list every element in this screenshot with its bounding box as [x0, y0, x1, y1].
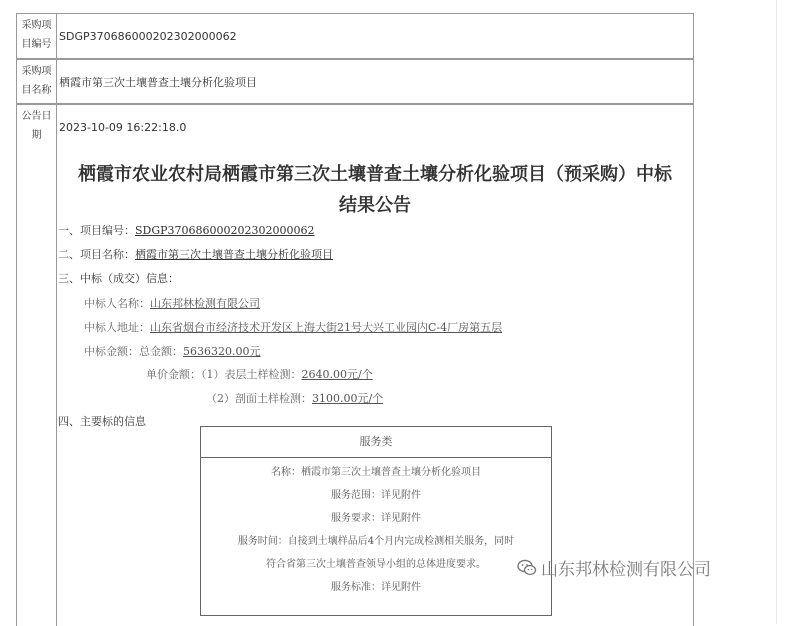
winner-address-row — [84, 319, 502, 335]
service-table-header: 服务类 — [201, 427, 551, 458]
service-name: 名称：栖霞市第三次土壤普查土壤分析化验项目 — [271, 467, 481, 478]
section-project-name-label: 二、项目名称： — [58, 248, 135, 261]
project-no-label: 采购项目编号 — [16, 13, 56, 59]
section-project-no-value: SDGP370686000202302000062 — [135, 224, 315, 237]
section-project-name-value: 栖霞市第三次土壤普查土壤分析化验项目 — [135, 248, 333, 261]
service-table — [200, 426, 552, 616]
unit-price-2-value: 3100.00元/个 — [312, 392, 384, 405]
left-border — [16, 148, 17, 626]
service-scope: 服务范围：详见附件 — [331, 490, 421, 501]
announcement-frame — [16, 13, 694, 624]
winner-address-value: 山东省烟台市经济技术开发区上海大街21号大兴工业园内C-4厂房第五层 — [150, 321, 503, 334]
unit-price-2-label: （2）剖面土样检测： — [206, 392, 312, 405]
section-project-name — [58, 246, 333, 262]
wechat-icon — [517, 559, 537, 577]
service-requirement: 服务要求：详见附件 — [331, 513, 421, 524]
service-time-line-2: 符合省第三次土壤普查领导小组的总体进度要求。 — [266, 559, 486, 570]
winner-name-value: 山东邦林检测有限公司 — [150, 297, 260, 310]
winning-amount-label: 中标金额：总金额： — [84, 345, 183, 358]
section-main-subject: 四、主要标的信息 — [58, 415, 146, 428]
unit-price-row-1 — [146, 366, 373, 382]
watermark — [517, 555, 711, 580]
service-time-line-1: 服务时间：自接到土壤样品后4个月内完成检测相关服务，同时 — [237, 536, 515, 547]
section-winner-heading: 三、中标（成交）信息： — [58, 272, 179, 285]
right-divider — [776, 0, 777, 624]
project-name-label: 采购项目名称 — [16, 59, 56, 104]
service-standard: 服务标准：详见附件 — [331, 582, 421, 593]
winner-name-label: 中标人名称： — [84, 297, 150, 310]
project-no-value: SDGP370686000202302000062 — [56, 13, 694, 59]
page-title — [56, 159, 694, 221]
section-project-no-label: 一、项目编号： — [58, 224, 135, 237]
announce-date-label: 公告日期 — [16, 104, 56, 149]
winning-amount-value: 5636320.00元 — [183, 345, 261, 358]
title-line-1: 栖霞市农业农村局栖霞市第三次土壤普查土壤分析化验项目（预采购）中标 — [78, 164, 672, 185]
project-name-value: 栖霞市第三次土壤普查土壤分析化验项目 — [56, 59, 694, 104]
watermark-text: 山东邦林检测有限公司 — [541, 560, 711, 580]
winner-address-label: 中标人地址： — [84, 321, 150, 334]
winning-amount-row — [84, 343, 260, 359]
announce-date-value: 2023-10-09 16:22:18.0 — [56, 104, 694, 149]
unit-price-1-value: 2640.00元/个 — [301, 368, 373, 381]
unit-price-row-2 — [206, 390, 383, 406]
winner-name-row — [84, 295, 260, 311]
title-line-2: 结果公告 — [339, 195, 411, 216]
unit-price-1-label: 单价金额：（1）表层土样检测： — [146, 368, 302, 381]
section-project-no — [58, 222, 315, 238]
